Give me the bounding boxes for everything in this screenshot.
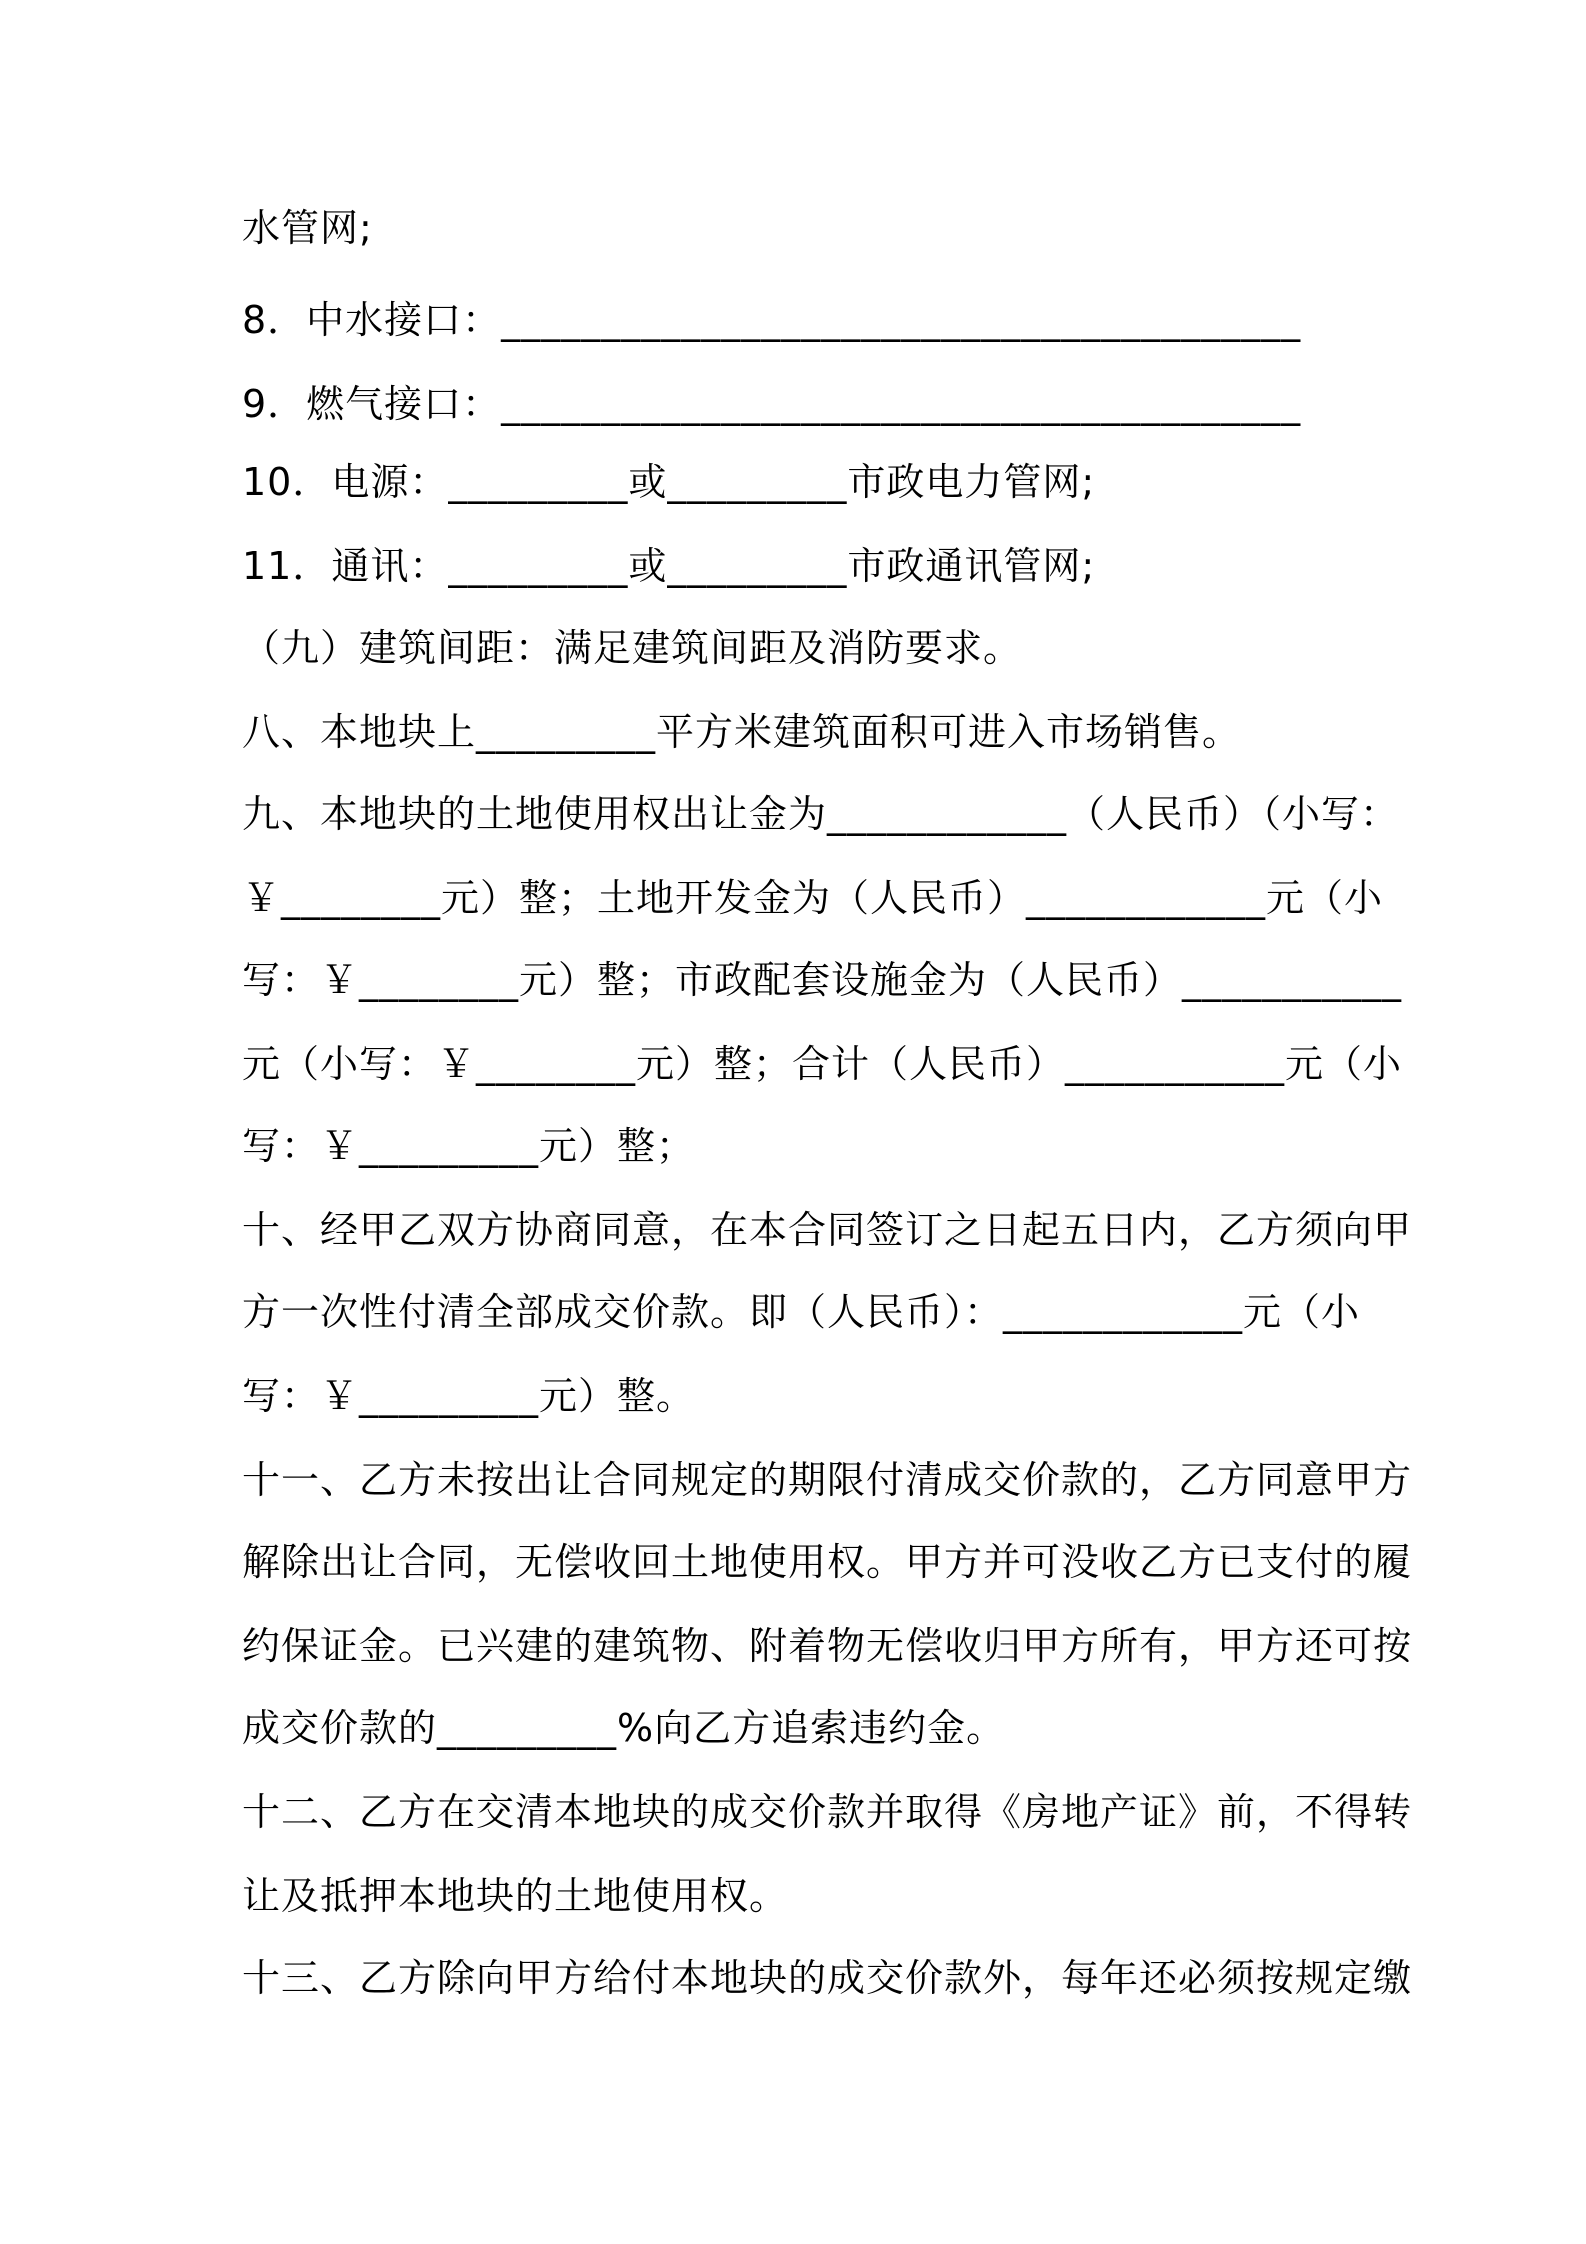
text-line: 9．燃气接口：________________________________________ (242, 382, 1302, 426)
text-line: 成交价款的_________%向乙方追索违约金。 (242, 1706, 1006, 1750)
text-line: 元（小写：￥________元）整；合计（人民币）___________元（小 (242, 1042, 1403, 1086)
text-line: 解除出让合同，无偿收回土地使用权。甲方并可没收乙方已支付的履 (242, 1540, 1413, 1584)
text-line: （九）建筑间距：满足建筑间距及消防要求。 (242, 626, 1023, 670)
text-line: 11．通讯：_________或_________市政通讯管网; (242, 544, 1096, 588)
text-line: 让及抵押本地块的土地使用权。 (242, 1874, 789, 1918)
text-line: 10．电源：_________或_________市政电力管网; (242, 460, 1096, 504)
text-line: 8．中水接口：________________________________________ (242, 298, 1302, 342)
text-line: 十一、乙方未按出让合同规定的期限付清成交价款的，乙方同意甲方 (242, 1458, 1413, 1502)
text-line: 写：￥_________元）整。 (242, 1374, 696, 1418)
text-line: 写：￥________元）整；市政配套设施金为（人民币）___________ (242, 958, 1403, 1002)
text-line: 方一次性付清全部成交价款。即（人民币）：____________元（小 (242, 1290, 1361, 1334)
text-line: 约保证金。已兴建的建筑物、附着物无偿收归甲方所有，甲方还可按 (242, 1624, 1413, 1668)
text-line: 十二、乙方在交清本地块的成交价款并取得《房地产证》前，不得转 (242, 1790, 1413, 1834)
text-line: 九、本地块的土地使用权出让金为____________（人民币）（小写： (242, 792, 1400, 836)
text-line: 十、经甲乙双方协商同意，在本合同签订之日起五日内，乙方须向甲 (242, 1208, 1413, 1252)
text-line: 写：￥_________元）整； (242, 1124, 696, 1168)
text-line: 十三、乙方除向甲方给付本地块的成交价款外，每年还必须按规定缴 (242, 1956, 1413, 2000)
text-line: ￥________元）整；土地开发金为（人民币）____________元（小 (242, 876, 1384, 920)
text-line: 水管网; (242, 206, 373, 250)
text-line: 八、本地块上_________平方米建筑面积可进入市场销售。 (242, 710, 1242, 754)
